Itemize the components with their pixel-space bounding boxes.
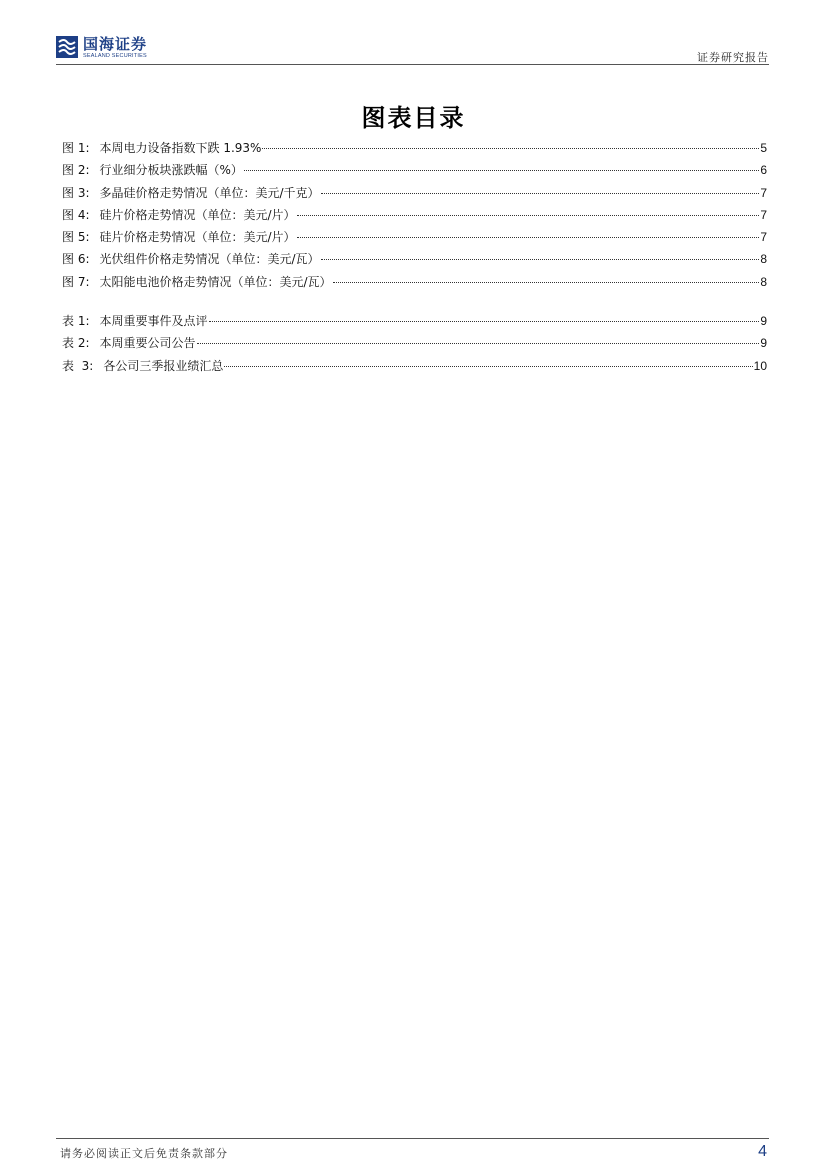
toc-entry-figure-5[interactable]	[62, 226, 767, 248]
toc-entry-title: 本周重要公司公告	[99, 336, 196, 351]
toc-entry-title: 本周电力设备指数下跌 1.93%	[99, 141, 262, 155]
toc-entry-number: 图 3:	[62, 185, 90, 200]
toc-entry-page: 9	[760, 336, 767, 351]
page-header	[56, 36, 769, 66]
toc-entry-number: 表 3:	[62, 358, 94, 373]
footer-divider	[56, 1138, 769, 1139]
toc-entry-number: 表 2:	[62, 336, 90, 351]
toc-entry-number: 图 5:	[62, 230, 90, 245]
toc-title: 图表目录	[361, 104, 466, 132]
toc-entry-figure-4[interactable]	[62, 204, 767, 226]
report-type-label: 证券研究报告	[697, 51, 769, 64]
toc-entry-page: 9	[760, 314, 767, 328]
toc-entry-number: 图 6:	[62, 252, 90, 267]
dot-leader	[224, 366, 752, 367]
logo-english-name: SEALAND SECURITIES	[83, 53, 147, 59]
toc-entry-table-1[interactable]	[62, 310, 767, 332]
toc-entry-page: 8	[760, 274, 767, 289]
toc-entry-figure-2[interactable]	[62, 159, 767, 181]
toc-entry-page: 6	[760, 163, 767, 178]
dot-leader	[297, 237, 760, 238]
toc-entry-number: 图 2:	[62, 163, 90, 178]
header-divider	[56, 64, 769, 65]
toc-entry-figure-1[interactable]	[62, 137, 767, 159]
figure-list	[62, 137, 767, 293]
toc-entry-title: 硅片价格走势情况（单位：美元/片）	[99, 207, 296, 222]
dot-leader	[244, 170, 759, 171]
toc-entry-page: 7	[760, 207, 767, 222]
dot-leader	[333, 282, 760, 283]
dot-leader	[297, 215, 760, 216]
toc-entry-title: 太阳能电池价格走势情况（单位：美元/瓦）	[99, 274, 332, 289]
dot-leader	[197, 343, 760, 344]
toc-entry-title: 本周重要事件及点评	[99, 314, 208, 328]
toc-entry-title: 多晶硅价格走势情况（单位：美元/千克）	[99, 185, 320, 200]
toc-entry-figure-3[interactable]	[62, 182, 767, 204]
toc-entry-number: 图 7:	[62, 274, 90, 289]
toc-entry-number: 图 1:	[62, 141, 90, 155]
toc-entry-table-3[interactable]	[62, 355, 767, 377]
company-logo	[56, 36, 147, 60]
sealand-logo-icon	[56, 36, 78, 58]
toc-entry-figure-6[interactable]	[62, 248, 767, 270]
toc-entry-title: 光伏组件价格走势情况（单位：美元/瓦）	[99, 252, 320, 267]
toc-entry-title: 各公司三季报业绩汇总	[103, 358, 224, 373]
toc-entry-figure-7[interactable]	[62, 271, 767, 293]
disclaimer-note: 请务必阅读正文后免责条款部分	[60, 1147, 228, 1160]
logo-chinese-name: 国海证券	[83, 35, 148, 53]
toc-entry-page: 8	[760, 252, 767, 267]
toc-entry-number: 表 1:	[62, 314, 90, 328]
toc-entry-number: 图 4:	[62, 207, 90, 222]
toc-entry-title: 行业细分板块涨跌幅（%）	[99, 163, 243, 178]
dot-leader	[262, 148, 759, 149]
table-list	[62, 310, 767, 377]
toc-entry-page: 7	[760, 185, 767, 200]
page-number: 4	[758, 1143, 767, 1160]
toc-entry-table-2[interactable]	[62, 332, 767, 354]
dot-leader	[321, 259, 760, 260]
dot-leader	[209, 321, 760, 322]
toc-entry-page: 5	[760, 141, 767, 155]
dot-leader	[321, 193, 760, 194]
toc-entry-page: 10	[753, 358, 767, 373]
toc-entry-title: 硅片价格走势情况（单位：美元/片）	[99, 230, 296, 245]
toc-entry-page: 7	[760, 230, 767, 245]
